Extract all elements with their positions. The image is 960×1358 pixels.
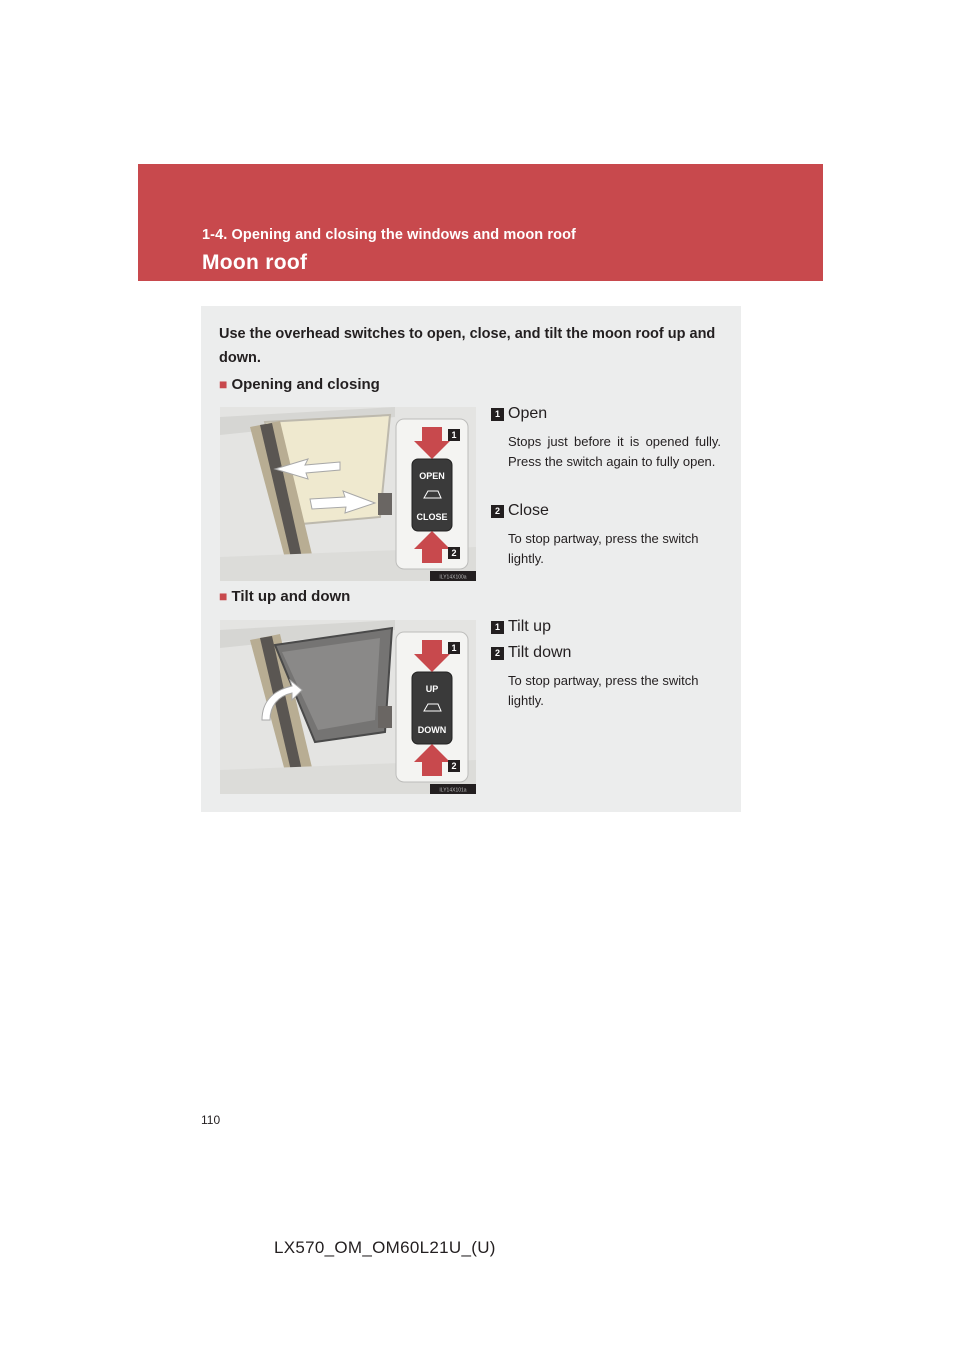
step-title: Open <box>508 405 548 422</box>
moon-roof-tilt-illustration <box>220 620 476 794</box>
document-code: LX570_OM_OM60L21U_(U) <box>274 1238 496 1257</box>
svg-text:1: 1 <box>451 643 457 653</box>
step-badge: 1 <box>491 408 504 421</box>
step-title: Tilt up <box>508 618 551 635</box>
heading-opening-closing: ■ Opening and closing <box>219 376 380 393</box>
step-badge: 1 <box>491 621 504 634</box>
switch-up-label: UP <box>425 684 439 694</box>
figure-code: ILY14X100a <box>439 574 467 581</box>
step-badge: 2 <box>491 647 504 660</box>
heading-tilt: ■ Tilt up and down <box>219 588 351 605</box>
svg-text:1: 1 <box>451 430 457 440</box>
svg-text:2: 2 <box>451 548 457 558</box>
step-description: To stop partway, press the switch lightly. <box>508 531 699 566</box>
step-close <box>491 501 721 568</box>
step-title: Close <box>508 502 549 519</box>
section-label: 1-4. Opening and closing the windows and moon roof <box>202 227 576 243</box>
moon-roof-open-close-illustration <box>220 407 476 581</box>
step-open <box>491 404 721 471</box>
step-description: To stop partway, press the switch lightly. <box>508 673 699 708</box>
step-badge: 2 <box>491 505 504 518</box>
step-description: Stops just before it is opened fully. Press the switch again to fully open. <box>508 434 721 469</box>
step-title: Tilt down <box>508 644 572 661</box>
step-tilt-down <box>491 643 721 710</box>
chapter-header-bar <box>138 164 823 281</box>
content-panel <box>201 306 741 812</box>
square-bullet-icon: ■ <box>219 588 228 604</box>
page-number: 110 <box>201 1113 221 1127</box>
intro-text: Use the overhead switches to open, close, and tilt the moon roof up and down. <box>219 326 716 366</box>
switch-close-label: CLOSE <box>416 512 448 522</box>
step-tilt-up <box>491 617 721 637</box>
svg-text:2: 2 <box>451 761 457 771</box>
square-bullet-icon: ■ <box>219 376 228 392</box>
figure-code: ILY14X101a <box>439 787 467 794</box>
page-title: Moon roof <box>202 251 308 274</box>
figure-open-close <box>220 407 476 581</box>
figure-tilt <box>220 620 476 794</box>
switch-open-label: OPEN <box>419 471 445 481</box>
switch-down-label: DOWN <box>417 725 447 735</box>
